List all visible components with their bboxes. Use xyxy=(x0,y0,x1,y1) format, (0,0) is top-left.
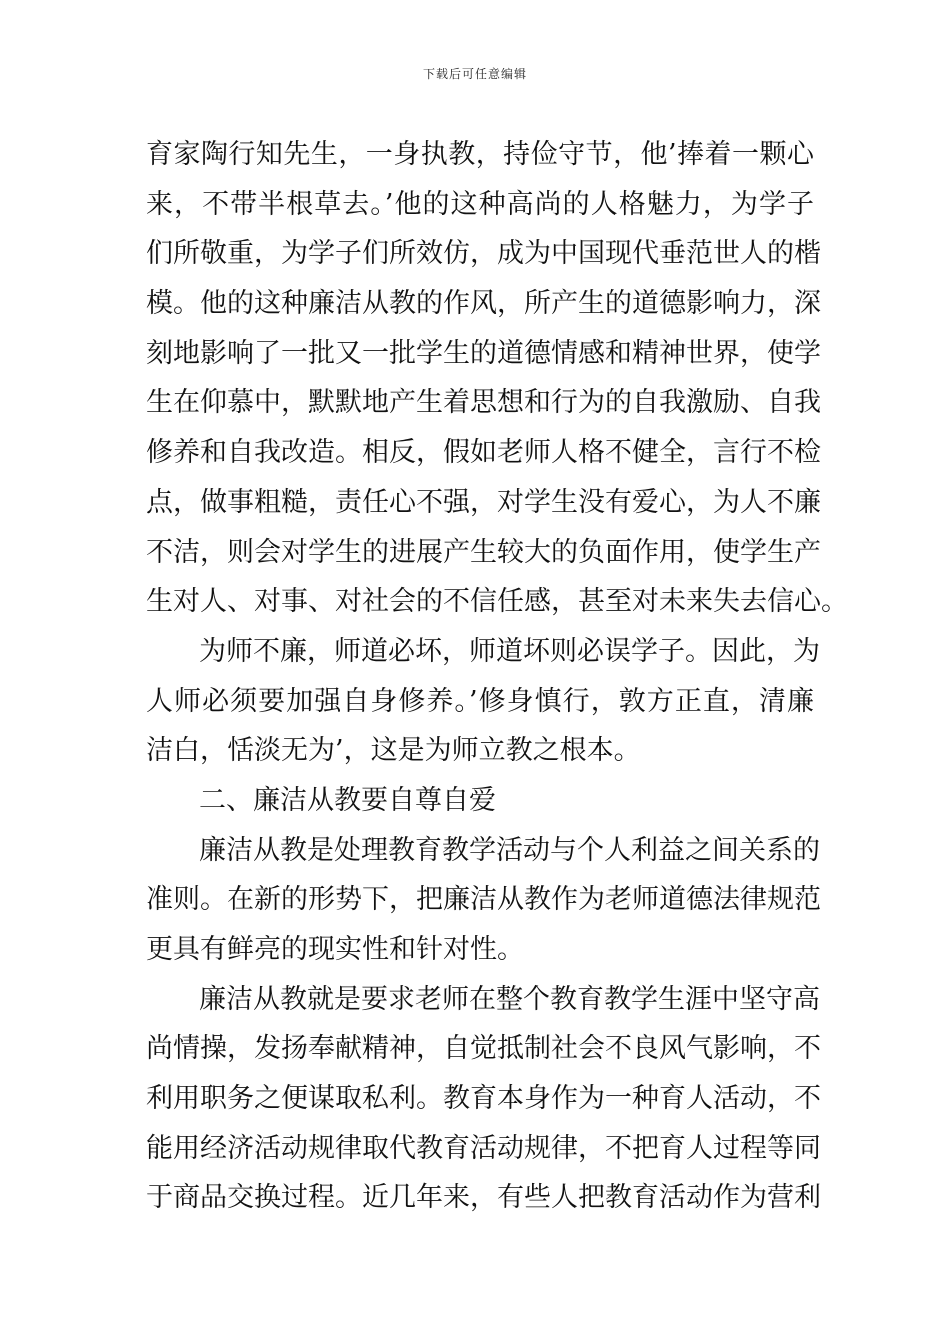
text-line: 不洁，则会对学生的进展产生较大的负面作用，使学生产 xyxy=(146,536,821,568)
text-line: 于商品交换过程。近几年来，有些人把教育活动作为营利 xyxy=(146,1182,821,1214)
text-line: 育家陶行知先生，一身执教，持俭守节，他’捧着一颗心 xyxy=(146,139,814,170)
text-line: 生在仰慕中，默默地产生着思想和行为的自我激励、自我 xyxy=(146,387,821,419)
paragraph-first-line: 廉洁从教是处理教育教学活动与个人利益之间关系的 xyxy=(199,834,820,866)
text-line: 准则。在新的形势下，把廉洁从教作为老师道德法律规范 xyxy=(146,884,821,916)
text-line: 修养和自我改造。相反，假如老师人格不健全，言行不检 xyxy=(146,437,821,469)
page-header: 下载后可任意编辑 xyxy=(422,67,527,81)
document-body xyxy=(146,130,848,1223)
text-line: 更具有鲜亮的现实性和针对性。 xyxy=(146,934,524,965)
text-line: 刻地影响了一批又一批学生的道德情感和精神世界，使学 xyxy=(146,337,821,369)
text-line: 利用职务之便谋取私利。教育本身作为一种育人活动，不 xyxy=(146,1083,821,1115)
section-heading: 二、廉洁从教要自尊自爱 xyxy=(199,784,496,816)
text-line: 点，做事粗糙，责任心不强，对学生没有爱心，为人不廉 xyxy=(146,486,821,518)
text-line: 模。他的这种廉洁从教的作风，所产生的道德影响力，深 xyxy=(146,288,821,320)
text-line: 来，不带半根草去。’他的这种高尚的人格魅力，为学子 xyxy=(146,188,814,220)
text-line: 生对人、对事、对社会的不信任感，甚至对未来失去信心。 xyxy=(146,586,848,618)
text-line: 人师必须要加强自身修养。’修身慎行，敦方正直，清廉 xyxy=(146,685,814,717)
text-line: 们所敬重，为学子们所效仿，成为中国现代垂范世人的楷 xyxy=(146,238,821,270)
paragraph-first-line: 为师不廉，师道必坏，师道坏则必误学子。因此，为 xyxy=(199,635,820,667)
paragraph-first-line: 廉洁从教就是要求老师在整个教育教学生涯中坚守高 xyxy=(199,983,820,1015)
text-line: 尚情操，发扬奉献精神，自觉抵制社会不良风气影响，不 xyxy=(146,1033,821,1065)
text-line: 能用经济活动规律取代教育活动规律，不把育人过程等同 xyxy=(146,1132,821,1164)
text-line: 洁白，恬淡无为’，这是为师立教之根本。 xyxy=(146,735,641,767)
